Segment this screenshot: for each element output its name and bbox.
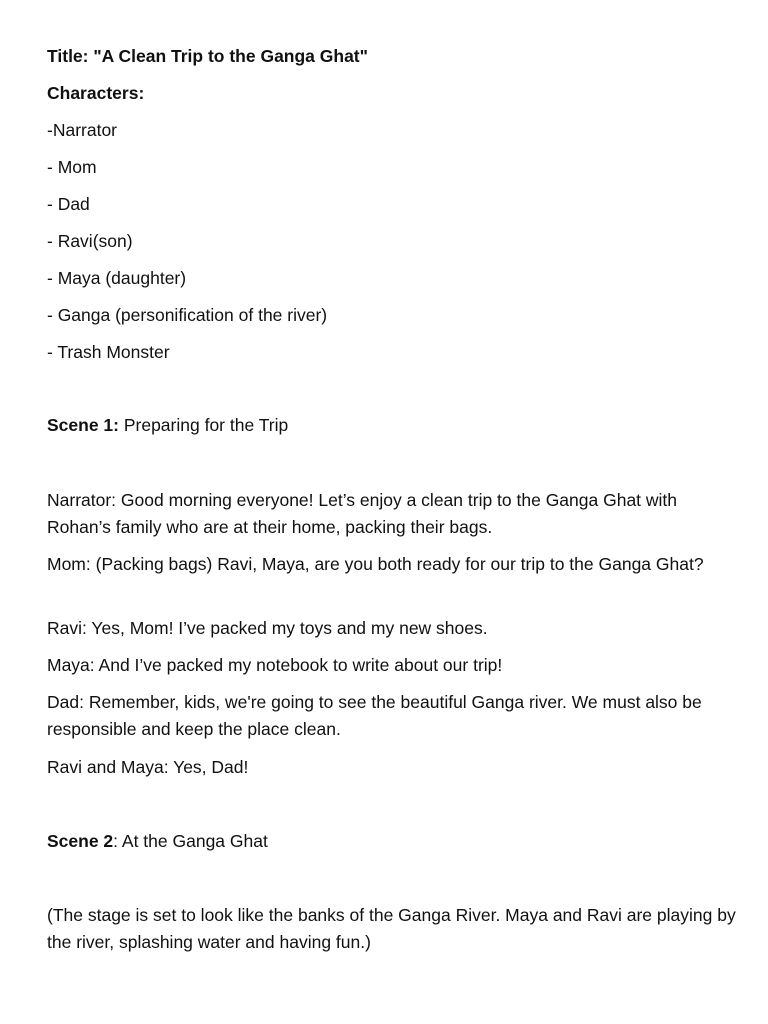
stage-direction: (The stage is set to look like the banks of the Ganga River. Maya and Ravi are playing by the river, splashing water and having fun.) <box>47 905 736 952</box>
character-item: - Dad <box>47 194 90 214</box>
dialogue-line: Ravi and Maya: Yes, Dad! <box>47 757 249 777</box>
character-item: - Trash Monster <box>47 342 170 362</box>
scene-1-title: Preparing for the Trip <box>118 415 289 435</box>
dialogue-line: Dad: Remember, kids, we're going to see the beautiful Ganga river. We must also be responsible and keep the place clean. <box>47 692 702 739</box>
dialogue-line: Narrator: Good morning everyone! Let’s enjoy a clean trip to the Ganga Ghat with Rohan’s family who are at their home, packing their bags. <box>47 490 678 537</box>
scene-2-heading <box>47 831 268 851</box>
scene-2-label: Scene 2 <box>47 831 114 851</box>
character-item: - Maya (daughter) <box>47 268 187 288</box>
scene-1-label: Scene 1: <box>47 415 119 435</box>
character-item: - Ganga (personification of the river) <box>47 305 328 325</box>
dialogue-line: Ravi: Yes, Mom! I’ve packed my toys and my new shoes. <box>47 618 488 638</box>
scene-1-heading <box>47 415 288 435</box>
character-item: - Ravi(son) <box>47 231 133 251</box>
characters-heading: Characters: <box>47 83 145 103</box>
dialogue-line: Mom: (Packing bags) Ravi, Maya, are you both ready for our trip to the Ganga Ghat? <box>47 554 704 574</box>
scene-2-title: : At the Ganga Ghat <box>113 831 268 851</box>
script-title: Title: "A Clean Trip to the Ganga Ghat" <box>47 46 368 66</box>
character-item: - Mom <box>47 157 97 177</box>
dialogue-line: Maya: And I’ve packed my notebook to write about our trip! <box>47 655 503 675</box>
character-item: -Narrator <box>47 120 118 140</box>
